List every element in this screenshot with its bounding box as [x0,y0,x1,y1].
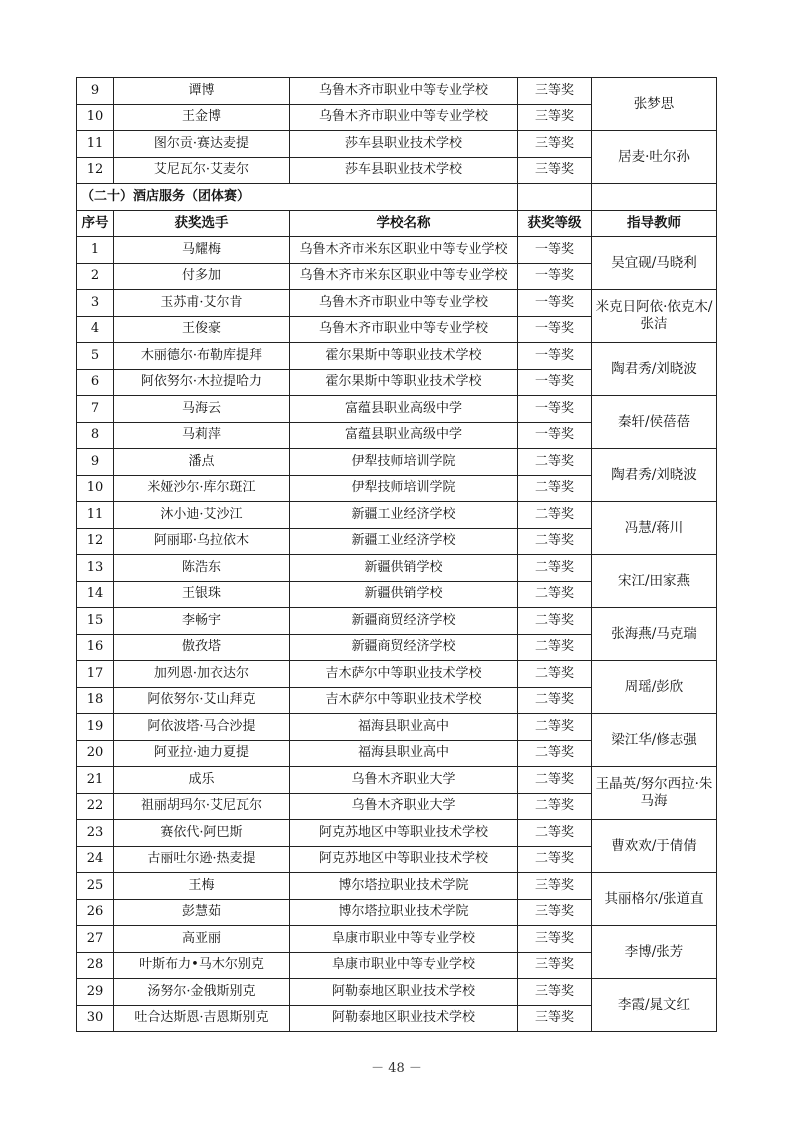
award-level: 二等奖 [518,793,592,820]
award-level: 三等奖 [518,979,592,1006]
award-level: 一等奖 [518,290,592,317]
school-name: 乌鲁木齐市职业中等专业学校 [290,290,518,317]
table-row [77,290,717,317]
table-row [77,820,717,847]
award-level: 三等奖 [518,873,592,900]
school-name: 博尔塔拉职业技术学院 [290,873,518,900]
award-level: 二等奖 [518,687,592,714]
row-number: 16 [77,634,114,661]
contestant-name: 王俊豪 [114,316,290,343]
school-name: 霍尔果斯中等职业技术学校 [290,369,518,396]
row-number: 21 [77,767,114,794]
row-number: 11 [77,502,114,529]
row-number: 10 [77,104,114,131]
school-name: 霍尔果斯中等职业技术学校 [290,343,518,370]
contestant-name: 王银珠 [114,581,290,608]
contestant-name: 赛依代·阿巴斯 [114,820,290,847]
row-number: 9 [77,78,114,105]
header-contestant: 获奖选手 [114,210,290,237]
row-number: 25 [77,873,114,900]
instructor-names: 张梦思 [592,78,717,131]
school-name: 乌鲁木齐市职业中等专业学校 [290,316,518,343]
school-name: 福海县职业高中 [290,740,518,767]
contestant-name: 木丽德尔·布勒库提拜 [114,343,290,370]
award-level: 二等奖 [518,820,592,847]
table-row [77,396,717,423]
contestant-name: 王梅 [114,873,290,900]
contestant-name: 彭慧茹 [114,899,290,926]
table-row [77,237,717,264]
contestant-name: 成乐 [114,767,290,794]
award-level: 二等奖 [518,555,592,582]
school-name: 乌鲁木齐市职业中等专业学校 [290,78,518,105]
award-level: 一等奖 [518,263,592,290]
instructor-names: 米克日阿依·依克木/张洁 [592,290,717,343]
instructor-names: 冯慧/蒋川 [592,502,717,555]
instructor-names: 王晶英/努尔西拉·朱马海 [592,767,717,820]
award-level: 一等奖 [518,396,592,423]
row-number: 8 [77,422,114,449]
award-level: 一等奖 [518,369,592,396]
school-name: 富蕴县职业高级中学 [290,396,518,423]
contestant-name: 玉苏甫·艾尔肯 [114,290,290,317]
section-title: （二十）酒店服务（团体赛） [77,184,518,211]
contestant-name: 王金博 [114,104,290,131]
award-level: 三等奖 [518,952,592,979]
contestant-name: 阿依波塔·马合沙提 [114,714,290,741]
row-number: 27 [77,926,114,953]
contestant-name: 阿亚拉·迪力夏提 [114,740,290,767]
table-row [77,608,717,635]
table-row [77,502,717,529]
school-name: 吉木萨尔中等职业技术学校 [290,687,518,714]
contestant-name: 艾尼瓦尔·艾麦尔 [114,157,290,184]
contestant-name: 祖丽胡玛尔·艾尼瓦尔 [114,793,290,820]
award-level: 二等奖 [518,661,592,688]
contestant-name: 马莉萍 [114,422,290,449]
row-number: 7 [77,396,114,423]
award-table-body [77,78,717,1032]
contestant-name: 潘点 [114,449,290,476]
instructor-names: 陶君秀/刘晓波 [592,343,717,396]
school-name: 伊犁技师培训学院 [290,475,518,502]
instructor-names: 居麦·吐尔孙 [592,131,717,184]
award-level: 二等奖 [518,740,592,767]
award-level: 三等奖 [518,78,592,105]
instructor-names: 梁江华/修志强 [592,714,717,767]
school-name: 莎车县职业技术学校 [290,131,518,158]
table-row [77,78,717,105]
table-row [77,926,717,953]
row-number: 19 [77,714,114,741]
award-level: 二等奖 [518,581,592,608]
award-level: 二等奖 [518,608,592,635]
school-name: 新疆工业经济学校 [290,502,518,529]
school-name: 伊犁技师培训学院 [290,449,518,476]
contestant-name: 沐小迪·艾沙江 [114,502,290,529]
row-number: 15 [77,608,114,635]
award-level: 一等奖 [518,316,592,343]
contestant-name: 陈浩东 [114,555,290,582]
school-name: 阜康市职业中等专业学校 [290,926,518,953]
school-name: 新疆商贸经济学校 [290,608,518,635]
empty-cell [518,184,592,211]
award-level: 三等奖 [518,104,592,131]
contestant-name: 傲孜塔 [114,634,290,661]
contestant-name: 吐合达斯恩·吉恩斯别克 [114,1005,290,1032]
row-number: 26 [77,899,114,926]
row-number: 13 [77,555,114,582]
award-level: 一等奖 [518,422,592,449]
award-level: 三等奖 [518,131,592,158]
contestant-name: 阿丽耶·乌拉依木 [114,528,290,555]
header-school: 学校名称 [290,210,518,237]
award-level: 二等奖 [518,449,592,476]
row-number: 2 [77,263,114,290]
school-name: 新疆供销学校 [290,555,518,582]
award-level: 三等奖 [518,157,592,184]
row-number: 9 [77,449,114,476]
row-number: 12 [77,157,114,184]
header-row [77,210,717,237]
award-level: 一等奖 [518,237,592,264]
row-number: 4 [77,316,114,343]
instructor-names: 宋江/田家燕 [592,555,717,608]
table-row [77,131,717,158]
school-name: 阿克苏地区中等职业技术学校 [290,820,518,847]
contestant-name: 谭博 [114,78,290,105]
row-number: 23 [77,820,114,847]
contestant-name: 古丽吐尔逊·热麦提 [114,846,290,873]
award-level: 二等奖 [518,528,592,555]
school-name: 新疆工业经济学校 [290,528,518,555]
contestant-name: 汤努尔·金俄斯别克 [114,979,290,1006]
table-row [77,449,717,476]
contestant-name: 阿依努尔·艾山拜克 [114,687,290,714]
table-row [77,661,717,688]
contestant-name: 付多加 [114,263,290,290]
row-number: 30 [77,1005,114,1032]
row-number: 1 [77,237,114,264]
school-name: 阿勒泰地区职业技术学校 [290,1005,518,1032]
contestant-name: 马海云 [114,396,290,423]
row-number: 14 [77,581,114,608]
school-name: 新疆供销学校 [290,581,518,608]
school-name: 阜康市职业中等专业学校 [290,952,518,979]
row-number: 12 [77,528,114,555]
section-row [77,184,717,211]
row-number: 5 [77,343,114,370]
school-name: 乌鲁木齐职业大学 [290,793,518,820]
instructor-names: 其丽格尔/张道直 [592,873,717,926]
row-number: 22 [77,793,114,820]
school-name: 博尔塔拉职业技术学院 [290,899,518,926]
table-row [77,767,717,794]
header-award: 获奖等级 [518,210,592,237]
award-level: 二等奖 [518,634,592,661]
school-name: 乌鲁木齐职业大学 [290,767,518,794]
award-table [76,77,717,1032]
table-row [77,714,717,741]
award-level: 二等奖 [518,475,592,502]
instructor-names: 曹欢欢/于倩倩 [592,820,717,873]
award-level: 二等奖 [518,714,592,741]
table-row [77,343,717,370]
instructor-names: 陶君秀/刘晓波 [592,449,717,502]
instructor-names: 张海燕/马克瑞 [592,608,717,661]
school-name: 新疆商贸经济学校 [290,634,518,661]
table-row [77,979,717,1006]
contestant-name: 马耀梅 [114,237,290,264]
instructor-names: 吴宜砚/马晓利 [592,237,717,290]
header-number: 序号 [77,210,114,237]
award-level: 一等奖 [518,343,592,370]
contestant-name: 叶斯布力•马木尔别克 [114,952,290,979]
school-name: 富蕴县职业高级中学 [290,422,518,449]
row-number: 28 [77,952,114,979]
instructor-names: 李霞/晁文红 [592,979,717,1032]
row-number: 3 [77,290,114,317]
award-level: 三等奖 [518,926,592,953]
row-number: 6 [77,369,114,396]
row-number: 10 [77,475,114,502]
school-name: 乌鲁木齐市米东区职业中等专业学校 [290,237,518,264]
contestant-name: 李畅宇 [114,608,290,635]
contestant-name: 高亚丽 [114,926,290,953]
row-number: 17 [77,661,114,688]
header-instructor: 指导教师 [592,210,717,237]
school-name: 阿克苏地区中等职业技术学校 [290,846,518,873]
row-number: 20 [77,740,114,767]
award-level: 二等奖 [518,767,592,794]
contestant-name: 阿依努尔·木拉提哈力 [114,369,290,396]
row-number: 29 [77,979,114,1006]
contestant-name: 加列恩·加衣达尔 [114,661,290,688]
contestant-name: 米娅沙尔·库尔斑江 [114,475,290,502]
instructor-names: 李博/张芳 [592,926,717,979]
table-row [77,873,717,900]
award-level: 二等奖 [518,502,592,529]
instructor-names: 秦轩/侯蓓蓓 [592,396,717,449]
award-level: 二等奖 [518,846,592,873]
instructor-names: 周瑶/彭欣 [592,661,717,714]
row-number: 11 [77,131,114,158]
table-row [77,555,717,582]
row-number: 24 [77,846,114,873]
school-name: 阿勒泰地区职业技术学校 [290,979,518,1006]
award-level: 三等奖 [518,1005,592,1032]
school-name: 乌鲁木齐市职业中等专业学校 [290,104,518,131]
school-name: 吉木萨尔中等职业技术学校 [290,661,518,688]
row-number: 18 [77,687,114,714]
school-name: 福海县职业高中 [290,714,518,741]
empty-cell [592,184,717,211]
school-name: 莎车县职业技术学校 [290,157,518,184]
contestant-name: 图尔贡·赛达麦提 [114,131,290,158]
school-name: 乌鲁木齐市米东区职业中等专业学校 [290,263,518,290]
award-level: 三等奖 [518,899,592,926]
page-number: － 48 － [371,1061,422,1076]
